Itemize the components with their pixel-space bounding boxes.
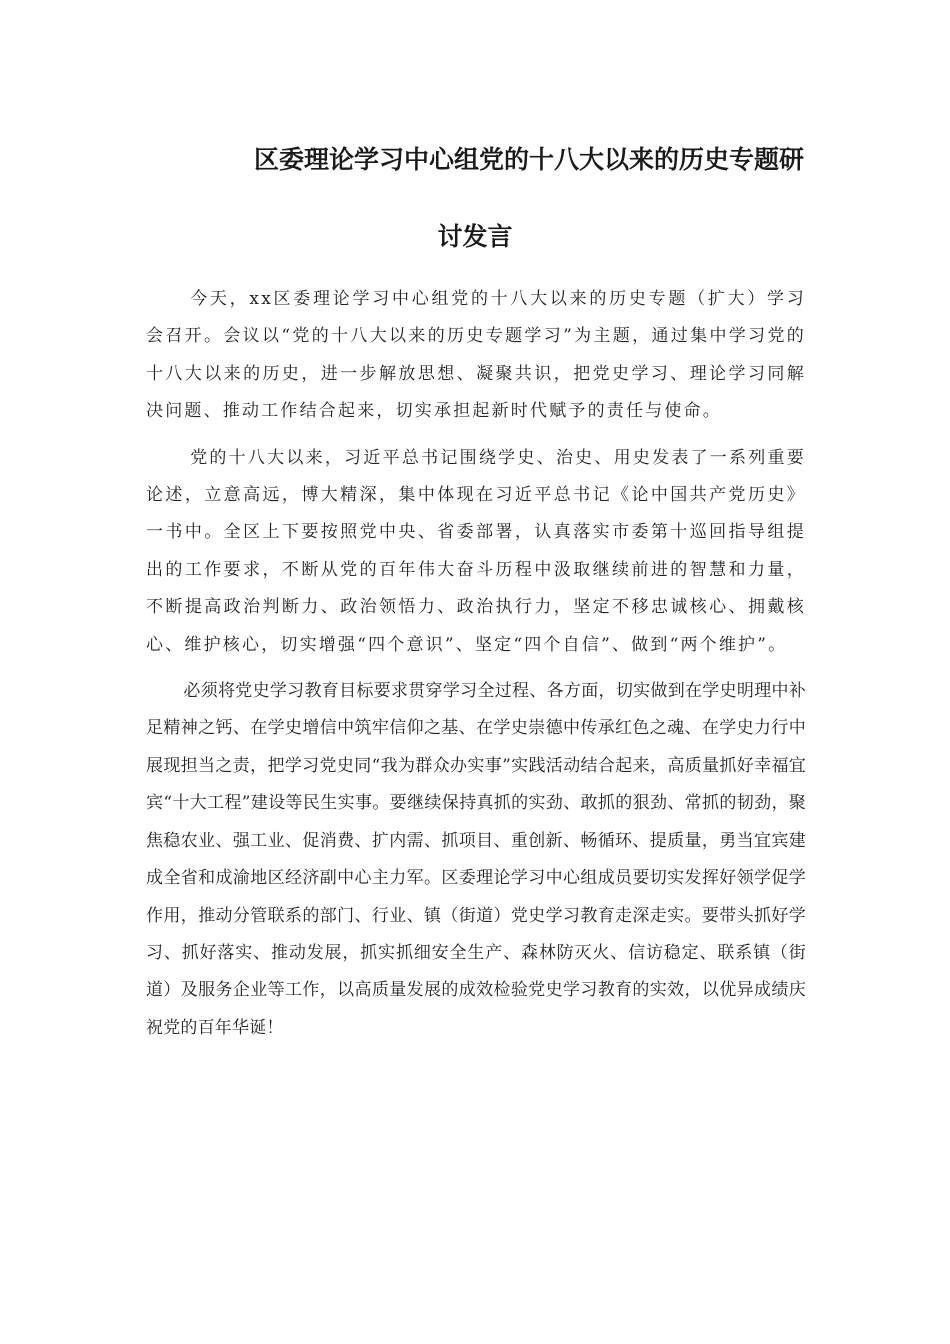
document-title-line-2: 讨发言 (437, 222, 513, 251)
document-title-line-1: 区委理论学习中心组党的十八大以来的历史专题研 (253, 145, 804, 174)
paragraph-3: 必须将党史学习教育目标要求贯穿学习全过程、各方面，切实做到在学史明理中补足精神之钙、在学史增信中筑牢信仰之基、在学史崇德中传承红色之魂、在学史力行中展现担当之责，把学习党史同“我为群众办实事”实践活动结合起来，高质量抓好幸福宜宾“十大工程”建设等民生实事。要继续保持真抓的实劲、敢抓的狠劲、常抓的韧劲，聚焦稳农业、强工业、促消费、扩内需、抓项目、重创新、畅循环、提质量，勇当宜宾建成全省和成渝地区经济副中心主力军。区委理论学习中心组成员要切实发挥好领学促学作用，推动分管联系的部门、行业、镇（街道）党史学习教育走深走实。要带头抓好学习、抓好落实、推动发展，抓实抓细安全生产、森林防灭火、信访稳定、联系镇（街道）及服务企业等工作，以高质量发展的成效检验党史学习教育的实效，以优异成绩庆祝党的百年华诞！ (146, 681, 806, 1038)
document-body (146, 281, 806, 1047)
paragraph-2: 党的十八大以来，习近平总书记围绕学史、治史、用史发表了一系列重要论述，立意高远，博大精深，集中体现在习近平总书记《论中国共产党历史》一书中。全区上下要按照党中央、省委部署，认真落实市委第十巡回指导组提出的工作要求，不断从党的百年伟大奋斗历程中汲取继续前进的智慧和力量，不断提高政治判断力、政治领悟力、政治执行力，坚定不移忠诚核心、拥戴核心、维护核心，切实增强“四个意识”、坚定“四个自信”、做到“两个维护”。 (146, 447, 806, 655)
paragraph-1: 今天，xx区委理论学习中心组党的十八大以来的历史专题（扩大）学习会召开。会议以“党的十八大以来的历史专题学习”为主题，通过集中学习党的十八大以来的历史，进一步解放思想、凝聚共识，把党史学习、理论学习同解决问题、推动工作结合起来，切实承担起新时代赋予的责任与使命。 (146, 289, 806, 422)
